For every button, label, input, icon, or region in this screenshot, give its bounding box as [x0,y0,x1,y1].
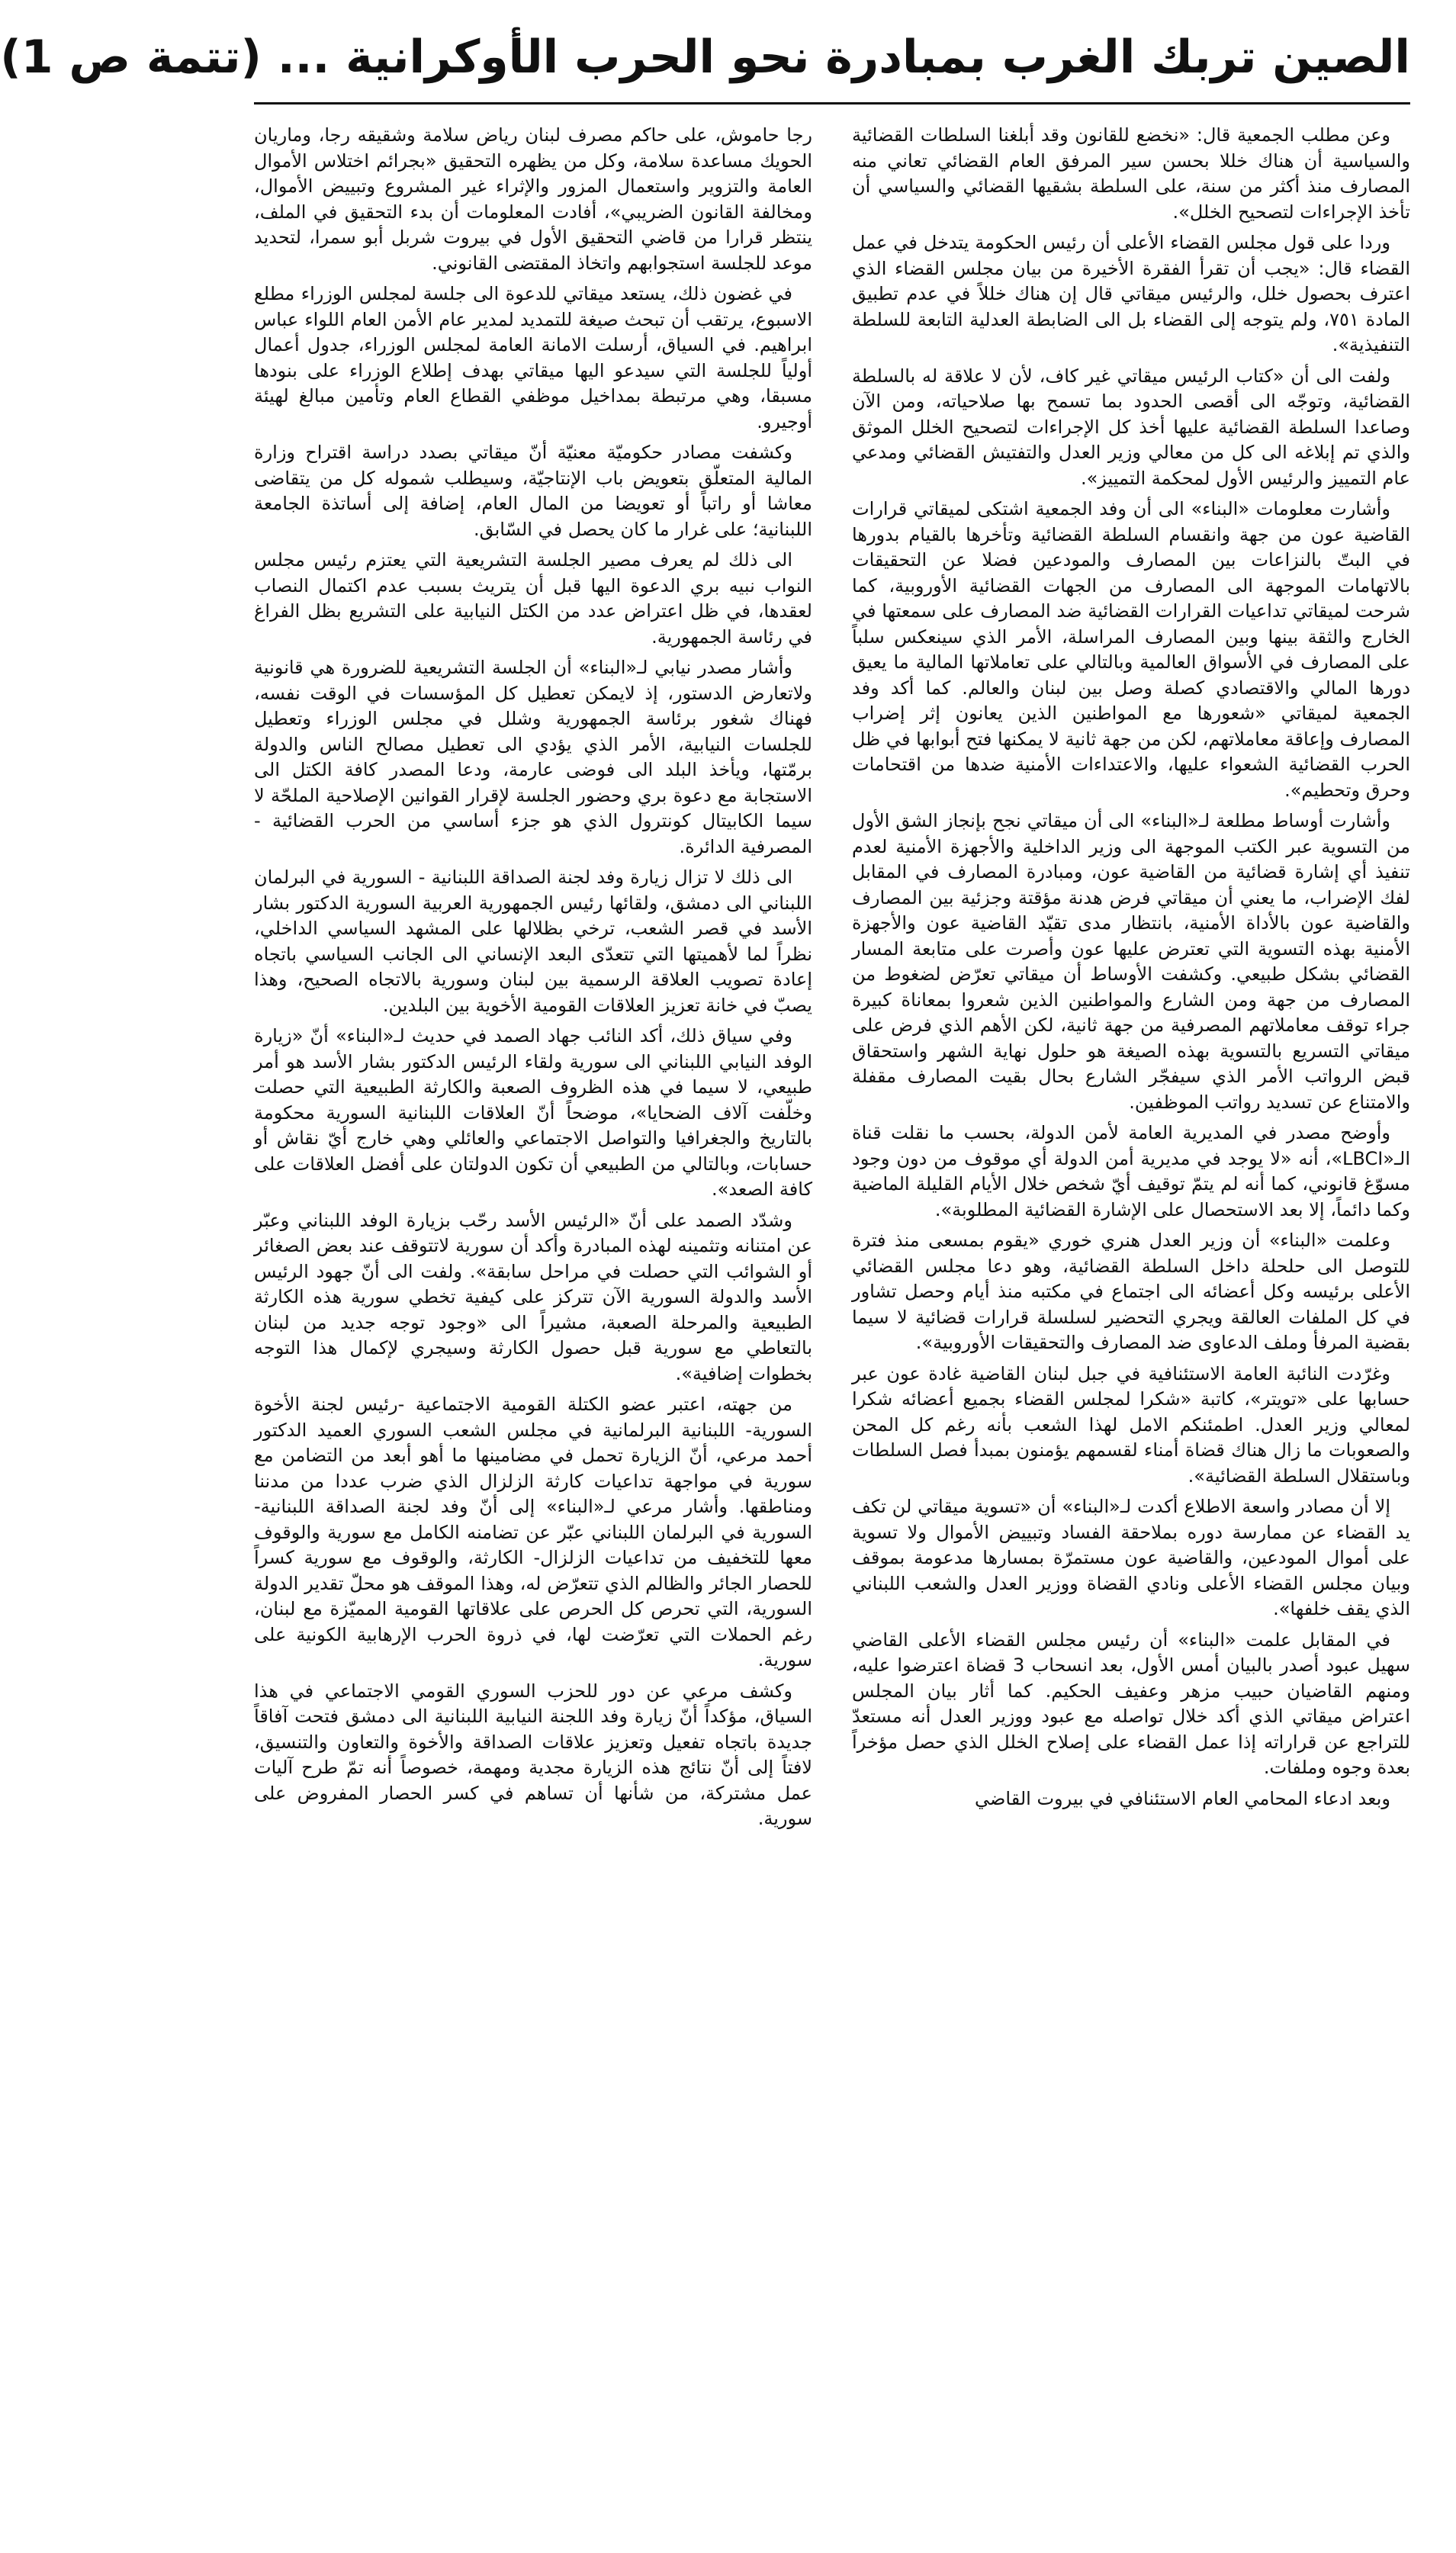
article-paragraph: وبعد ادعاء المحامي العام الاستئنافي في بيروت القاضي [975,1787,1390,1809]
article-paragraph: ولفت الى أن «كتاب الرئيس ميقاتي غير كاف، لأن لا علاقة له بالسلطة القضائية، وتوجّه الى أقصى الحدود بما تسمح بها صلاحياته، ومن الآن وصاعدا السلطة القضائية عليها أخذ كل الإجراءات لتصحيح الخلل الموثق والذي تم إبلاغه الى كل من معالي وزير العدل والتفتيش القضائي ومدعي عام التمييز والرئيس الأول لمحكمة التمييز». [852,365,1410,489]
article-paragraph: وفي سياق ذلك، أكد النائب جهاد الصمد في حديث لـ«البناء» أنّ «زيارة الوفد النيابي اللبناني الى سورية ولقاء الرئيس الدكتور بشار الأسد هو أمر طبيعي، لا سيما في هذه الظروف الصعبة والكارثة الطبيعية التي حصلت وخلّفت آلاف الضحايا»، موضحاً أنّ العلاقات اللبنانية السورية محكومة بالتاريخ والجغرافيا والتواصل الاجتماعي والعائلي وهي خارج أيّ نقاش أو حسابات، وبالتالي من الطبيعي أن تكون الدولتان على أفضل العلاقات على كافة الصعد». [254,1025,812,1200]
article-paragraph: من جهته، اعتبر عضو الكتلة القومية الاجتماعية -رئيس لجنة الأخوة السورية- اللبنانية البرلمانية في مجلس الشعب السوري العميد الدكتور أحمد مرعي، أنّ الزيارة تحمل في مضامينها ما أهو أبعد من التضامن مع سورية في مواجهة تداعيات كارثة الزلزال الذي ضرب عددا من مدننا ومناطقها. وأشار مرعي لـ«البناء» إلى أنّ وفد لجنة الصداقة اللبنانية- السورية في البرلمان اللبناني عبّر عن تضامنه الكامل مع سورية والوقوف معها للتخفيف من تداعيات الزلزال- الكارثة، والوقوف مع سورية كسراً للحصار الجائر والظالم الذي تتعرّض له، وهذا الموقف هو محلّ تقدير الدولة السورية، التي تحرص كل الحرص على علاقاتها القومية المميّزة مع لبنان، رغم الحملات التي تعرّضت لها، في ذروة الحرب الإرهابية الكونية على سورية. [254,1394,812,1670]
article-paragraph: وكشف مرعي عن دور للحزب السوري القومي الاجتماعي في هذا السياق، مؤكداً أنّ زيارة وفد اللجنة النيابية اللبنانية الى دمشق فتحت آفاقاً جديدة باتجاه تفعيل وتعزيز علاقات الصداقة والأخوة والتعاون والتنسيق، لافتاً إلى أنّ نتائج هذه الزيارة مجدية ومهمة، خصوصاً أنه تمّ طرح آليات عمل مشتركة، من شأنها أن تساهم في كسر الحصار المفروض على سورية. [254,1680,812,1829]
article-paragraph: الى ذلك لا تزال زيارة وفد لجنة الصداقة اللبنانية - السورية في البرلمان اللبناني الى دمشق، ولقائها رئيس الجمهورية العربية السورية الدكتور بشار الأسد في قصر الشعب، ترخي بظلالها على المشهد السياسي الداخلي، نظراً لما لأهميتها التي تتعدّى البعد الإنساني الى الجانب السياسي باتجاه إعادة تصويب العلاقة الرسمية بين لبنان وسورية بالاتجاه الصحيح، وهذا يصبّ في خانة تعزيز العلاقات القومية الأخوية بين البلدين. [254,867,812,1016]
article-paragraph: وأوضح مصدر في المديرية العامة لأمن الدولة، بحسب ما نقلت قناة الـ«LBCI»، أنه «لا يوجد في مديرية أمن الدولة أي موقوف من دون وجود مسوّغ قانوني، كما أنه لم يتمّ توقيف أيّ شخص خلال الأيام القليلة الماضية وكما دائماً، إلا بعد الاستحصال على الإشارة القضائية المطلوبة». [852,1122,1410,1220]
article-paragraph: إلا أن مصادر واسعة الاطلاع أكدت لـ«البناء» أن «تسوية ميقاتي لن تكف يد القضاء عن ممارسة دوره بملاحقة الفساد وتبييض الأموال ولا تسوية على أموال المودعين، والقاضية عون مستمرّة بمسارها مدعومة بموقف وبيان مجلس القضاء الأعلى ونادي القضاة ووزير العدل والشعب اللبناني الذي يقف خلفها». [852,1496,1410,1619]
article-paragraph: وأشارت معلومات «البناء» الى أن وفد الجمعية اشتكى لميقاتي قرارات القاضية عون من جهة وانقسام السلطة القضائية وتأخرها بالقيام بدورها في البتّ بالنزاعات بين المصارف والمودعين فضلا عن التحقيقات بالاتهامات الموجهة الى المصارف من الجهات القضائية الأوروبية، كما شرحت لميقاتي تداعيات القرارات القضائية ضد المصارف على سمعتها في الخارج والثقة بينها وبين المصارف المراسلة، الأمر الذي سينعكس سلباً على المصارف في الأسواق العالمية وبالتالي على تعاملاتها المالية ما يعيق دورها المالي والاقتصادي كصلة وصل بين لبنان والعالم. كما أكد وفد الجمعية لميقاتي «شعورها مع المواطنين الذين يعانون إثر إضراب المصارف وإعاقة معاملاتهم، لكن من جهة ثانية لا يمكنها فتح أبوابها في ظل الحرب القضائية الشعواء عليها، والاعتداءات الأمنية ضدها من اقتحامات وحرق وتحطيم». [852,498,1410,801]
article-paragraph: وعلمت «البناء» أن وزير العدل هنري خوري «يقوم بمسعى منذ فترة للتوصل الى حلحلة داخل السلطة القضائية، وهو دعا مجلس القضائي الأعلى برئيسه وكل أعضائه الى اجتماع في مكتبه منذ أيام وحصل تشاور في كل الملفات العالقة ويجري التحضير لسلسلة قرارات قضائية لا سيما بقضية المرفأ وملف الدعاوى ضد المصارف والتحقيقات الأوروبية». [852,1230,1410,1353]
article-headline: الصين تربك الغرب بمبادرة نحو الحرب الأوكرانية ... (تتمة ص 1) [0,31,1410,84]
article-column-right [852,123,1410,2533]
article-paragraph: في غضون ذلك، يستعد ميقاتي للدعوة الى جلسة لمجلس الوزراء مطلع الاسبوع، يرتقب أن تبحث صيغة للتمديد لمدير عام الأمن العام اللواء عباس ابراهيم. في السياق، أرسلت الامانة العامة لمجلس الوزراء، جدول أعمال أولياً للجلسة التي سيدعو اليها ميقاتي بهدف إطلاع الوزراء على بنودها مسبقا، وهي مرتبطة بمداخيل موظفي القطاع العام وتأمين مبالغ لهيئة أوجيرو. [254,283,812,432]
article-column-left [254,123,812,2533]
article-paragraph: وعن مطلب الجمعية قال: «نخضع للقانون وقد أبلغنا السلطات القضائية والسياسية أن هناك خللا بحسن سير المرفق العام القضائي تعاني منه المصارف منذ أكثر من سنة، على السلطة بشقيها القضائي والسياسي أن تأخذ الإجراءات لتصحيح الخلل». [852,124,1410,223]
article-paragraph: وكشفت مصادر حكوميّة معنيّة أنّ ميقاتي بصدد دراسة اقتراح وزارة المالية المتعلّق بتعويض باب الإنتاجيّة، وسيطلب شموله كل من يتقاضى معاشا أو راتباً أو تعويضا من المال العام، إضافة إلى أساتذة الجامعة اللبنانية؛ على غرار ما كان يحصل في السّابق. [254,442,812,540]
article-paragraph: وغرّدت النائبة العامة الاستئنافية في جبل لبنان القاضية غادة عون عبر حسابها على «تويتر»، كاتبة «شكرا لمجلس القضاء بجميع أعضائه شكرا لمعالي وزير العدل. اطمئنكم الامل لهذا الشعب بأنه رغم كل المحن والصعوبات ما زال هناك قضاة أمناء لقسمهم يؤمنون بمبدأ فصل السلطات وباستقلال السلطة القضائية». [852,1362,1410,1487]
article-paragraph: في المقابل علمت «البناء» أن رئيس مجلس القضاء الأعلى القاضي سهيل عبود أصدر بالبيان أمس الأول، بعد انسحاب 3 قضاة اعترضوا عليه، ومنهم القاضيان حبيب مزهر وعفيف الحكيم. كما أثار بيان المجلس اعتراض ميقاتي الذي أكد خلال تواصله مع عبود ووزير العدل أنه مستعدّ للتراجع عن قراراته إذا عمل القضاء على إصلاح الخلل الذي حصل مؤخراً بعدة وجوه وملفات. [852,1629,1410,1778]
article-paragraph: وشدّد الصمد على أنّ «الرئيس الأسد رحّب بزيارة الوفد اللبناني وعبّر عن امتنانه وتثمينه لهذه المبادرة وأكد أن سورية لاتتوقف عند بعض الصغائر أو الشوائب التي حصلت في مراحل سابقة». ولفت الى أنّ جهود الرئيس الأسد والدولة السورية الآن تتركز على كيفية تخطي سورية هذه الكارثة الطبيعية والمرحلة الصعبة، مشيراً الى «وجود توجه جديد من لبنان بالتعاطي مع سورية قبل حصول الكارثة وسيجري لإكمال هذا التوجه بخطوات إضافية». [254,1209,812,1384]
article-paragraph: وردا على قول مجلس القضاء الأعلى أن رئيس الحكومة يتدخل في عمل القضاء قال: «يجب أن تقرأ الفقرة الأخيرة من بيان مجلس القضاء الذي اعترف بحصول خلل، والرئيس ميقاتي قال إن هناك خللاً في عدم تطبيق المادة ٧٥١، ولم يتوجه إلى القضاء بل الى الضابطة العدلية التابعة للسلطة التنفيذية». [852,232,1410,355]
article-paragraph: وأشارت أوساط مطلعة لـ«البناء» الى أن ميقاتي نجح بإنجاز الشق الأول من التسوية عبر الكتب الموجهة الى وزير الداخلية والأجهزة الأمنية لعدم تنفيذ أي إشارة قضائية من القاضية عون، ومبادرة المصارف في المقابل لفك الإضراب، ما يعني أن ميقاتي فرض هدنة مؤقتة وجزئية بين المصارف والقاضية عون بالأداة الأمنية، بانتظار مدى تقيّد القاضية عون والأجهزة الأمنية بهذه التسوية التي تعترض عليها عون وأصرت على متابعة المسار القضائي بشكل طبيعي. وكشفت الأوساط أن ميقاتي تعرّض لضغوط من المصارف من جهة ومن الشارع والمواطنين الذين شعروا بمعاناة كبيرة جراء توقف معاملاتهم المصرفية من جهة ثانية، لكن الأهم الذي فرض على ميقاتي التسريع بالتسوية بهذه الصيغة هو حلول نهاية الشهر واستحقاق قبض الرواتب الأمر الذي سيفجّر الشارع بحال بقيت المصارف مقفلة والامتناع عن تسديد رواتب الموظفين. [852,810,1410,1113]
article-paragraph: وأشار مصدر نيابي لـ«البناء» أن الجلسة التشريعية للضرورة هي قانونية ولاتعارض الدستور، إذ لايمكن تعطيل كل المؤسسات في الوقت نفسه، فهناك شغور برئاسة الجمهورية وشلل في مجلس الوزراء وتعطيل للجلسات النيابية، الأمر الذي يؤدي الى تعطيل مصالح الناس والدولة برمّتها، ويأخذ البلد الى فوضى عارمة، ودعا المصدر كافة الكتل الى الاستجابة مع دعوة بري وحضور الجلسة لإقرار القوانين الإصلاحية الملحّة لا سيما الكابيتال كونترول الذي هو جزء أساسي من الحرب القضائية - المصرفية الدائرة. [254,657,812,857]
headline-divider [254,102,1410,104]
article-paragraph: الى ذلك لم يعرف مصير الجلسة التشريعية التي يعتزم رئيس مجلس النواب نبيه بري الدعوة اليها قبل أن يتريث بسبب عدم اكتمال النصاب لعقدها، في ظل اعتراض عدد من الكتل النيابية على التشريع بظل الفراغ في رئاسة الجمهورية. [254,549,812,648]
article-columns [254,123,1410,2533]
article-paragraph: رجا حاموش، على حاكم مصرف لبنان رياض سلامة وشقيقه رجا، وماريان الحويك مساعدة سلامة، وكل من يظهره التحقيق «بجرائم اختلاس الأموال العامة والتزوير واستعمال المزور والإثراء غير المشروع وتبييض الأموال، ومخالفة القانون الضريبي»، أفادت المعلومات أن بدء التحقيق في الملف، ينتظر قرارا من قاضي التحقيق الأول في بيروت شربل أبو سمرا، لتحديد موعد للجلسة استجوابهم واتخاذ المقتضى القانوني. [254,124,812,274]
